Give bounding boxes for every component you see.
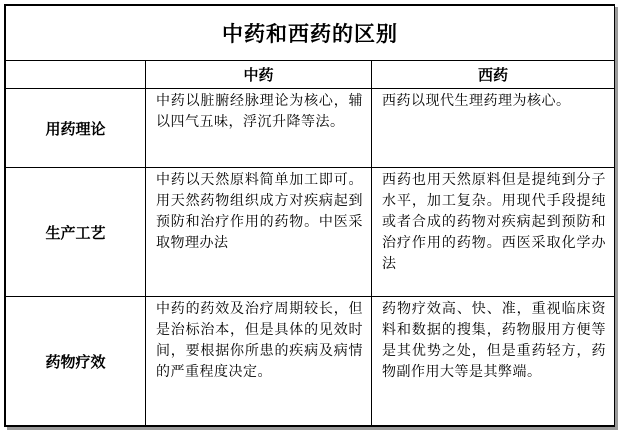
header-row [6,61,615,89]
cell-west-production: 西药也用天然原料但是提纯到分子水平，加工复杂。用现代手段提纯或者合成的药物对疾病起到预防和治疗作用的药物。西医采取化学办法 [372,168,615,297]
table-row [6,89,615,168]
header-empty-cell [6,61,146,89]
cell-cn-efficacy: 中药的药效及治疗周期较长，但是治标治本，但是具体的见效时间，要根据你所患的疾病及病情的严重程度决定。 [146,297,372,426]
comparison-table [5,5,615,426]
table-row [6,297,615,426]
row-label-efficacy: 药物疗效 [6,297,146,426]
cell-west-efficacy: 药物疗效高、快、准，重视临床资料和数据的搜集，药物服用方便等是其优势之处，但是重药轻方，药物副作用大等是其弊端。 [372,297,615,426]
table-row [6,168,615,297]
row-label-theory: 用药理论 [6,89,146,168]
table-title: 中药和西药的区别 [6,6,615,61]
cell-west-theory: 西药以现代生理药理为核心。 [372,89,615,168]
comparison-table-frame [4,4,615,427]
header-chinese-medicine: 中药 [146,61,372,89]
row-label-production: 生产工艺 [6,168,146,297]
cell-cn-production: 中药以天然原料简单加工即可。用天然药物组织成方对疾病起到预防和治疗作用的药物。中医采取物理办法 [146,168,372,297]
cell-cn-theory: 中药以脏腑经脉理论为核心，辅以四气五味，浮沉升降等法。 [146,89,372,168]
header-western-medicine: 西药 [372,61,615,89]
